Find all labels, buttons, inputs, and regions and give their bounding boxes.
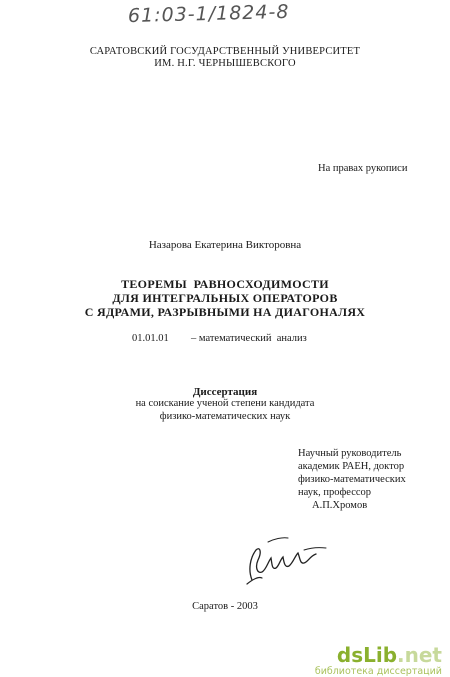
handwritten-catalog-number: 61:03-1/1824-8 bbox=[127, 0, 290, 28]
supervisor-name: А.П.Хромов bbox=[312, 500, 368, 511]
supervisor-line-1: Научный руководитель bbox=[298, 448, 402, 459]
supervisor-line-4: наук, профессор bbox=[298, 487, 372, 498]
watermark-logo-domain: .net bbox=[397, 643, 442, 667]
supervisor-block bbox=[298, 447, 406, 512]
manuscript-rights-note: На правах рукописи bbox=[318, 163, 408, 174]
watermark-logo bbox=[315, 645, 442, 665]
degree-line-1: на соискание ученой степени кандидата bbox=[135, 398, 315, 409]
supervisor-line-3: физико-математических bbox=[298, 474, 406, 485]
title-line-1: ТЕОРЕМЫ РАВНОСХОДИМОСТИ bbox=[121, 277, 329, 291]
title-line-3: С ЯДРАМИ, РАЗРЫВНЫМИ НА ДИАГОНАЛЯХ bbox=[84, 305, 366, 319]
document-type: Диссертация bbox=[192, 386, 258, 398]
university-line-1: САРАТОВСКИЙ ГОСУДАРСТВЕННЫЙ УНИВЕРСИТЕТ bbox=[89, 46, 361, 57]
supervisor-line-2: академик РАЕН, доктор bbox=[298, 461, 405, 472]
handwritten-signature bbox=[238, 534, 328, 590]
author-name: Назарова Екатерина Викторовна bbox=[148, 239, 302, 251]
specialty-name: – математический анализ bbox=[191, 333, 307, 344]
dslib-watermark bbox=[315, 645, 442, 677]
specialty bbox=[0, 333, 450, 347]
watermark-logo-main: dsLib bbox=[336, 643, 398, 667]
watermark-subtitle: библиотека диссертаций bbox=[314, 666, 442, 677]
degree-line-2: физико-математических наук bbox=[159, 410, 291, 422]
university-name bbox=[0, 46, 450, 70]
specialty-code: 01.01.01 bbox=[132, 333, 169, 344]
title-line-2: ДЛЯ ИНТЕГРАЛЬНЫХ ОПЕРАТОРОВ bbox=[112, 291, 338, 305]
city-and-year: Саратов - 2003 bbox=[192, 601, 258, 612]
degree-statement bbox=[0, 398, 450, 423]
dissertation-title bbox=[0, 277, 450, 319]
university-line-2: ИМ. Н.Г. ЧЕРНЫШЕВСКОГО bbox=[154, 58, 296, 69]
